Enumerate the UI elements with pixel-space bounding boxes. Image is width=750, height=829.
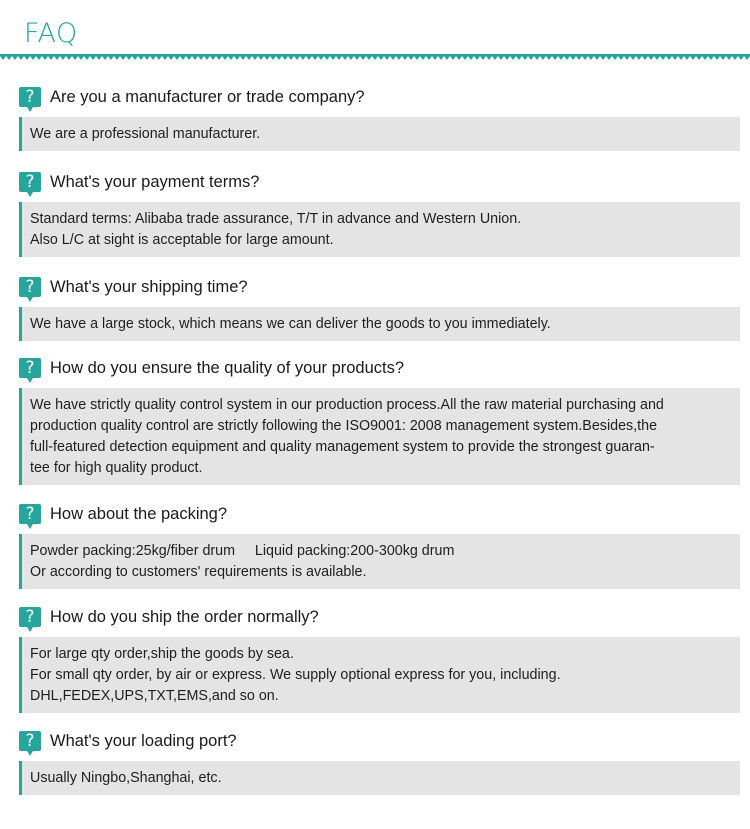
faq-question: [19, 86, 740, 108]
faq-answer: [19, 117, 740, 151]
faq-answer: [19, 388, 740, 485]
faq-answer: [19, 202, 740, 257]
faq-answer: [19, 307, 740, 341]
faq-answer: [19, 637, 740, 713]
answer-line: We have a large stock, which means we can deliver the goods to you immediately.: [30, 316, 551, 332]
question-text: What's your payment terms?: [50, 172, 260, 191]
answer-line: We have strictly quality control system in our production process.All the raw material purchasing and: [30, 397, 664, 413]
faq-question: [19, 276, 740, 298]
answer-line: tee for high quality product.: [30, 460, 203, 476]
answer-line: Also L/C at sight is acceptable for large amount.: [30, 232, 334, 248]
faq-answer: [19, 534, 740, 589]
faq-item-packing: [19, 503, 740, 589]
question-bubble-icon: ?: [19, 358, 41, 378]
answer-line: Standard terms: Alibaba trade assurance, T/T in advance and Western Union.: [30, 211, 522, 227]
answer-line: Or according to customers' requirements is available.: [30, 564, 367, 580]
faq-item-loading-port: [19, 730, 740, 795]
faq-title: FAQ: [24, 18, 78, 49]
question-text: How do you ship the order normally?: [50, 607, 319, 626]
question-text: What's your shipping time?: [50, 277, 248, 296]
answer-line: We are a professional manufacturer.: [30, 126, 261, 142]
faq-answer: [19, 761, 740, 795]
faq-item-shipping-method: [19, 606, 740, 713]
question-bubble-icon: ?: [19, 277, 41, 297]
faq-question: [19, 171, 740, 193]
question-bubble-icon: ?: [19, 172, 41, 192]
faq-item-quality: [19, 357, 740, 485]
faq-question: [19, 606, 740, 628]
question-bubble-icon: ?: [19, 607, 41, 627]
answer-line: Powder packing:25kg/fiber drum Liquid packing:200-300kg drum: [30, 543, 455, 559]
faq-item-manufacturer: [19, 86, 740, 151]
answer-line: Usually Ningbo,Shanghai, etc.: [30, 770, 222, 786]
faq-question: [19, 730, 740, 752]
scalloped-divider: [0, 54, 750, 62]
answer-line: full-featured detection equipment and quality management system to provide the strongest guaran-: [30, 439, 655, 455]
answer-line: production quality control are strictly following the ISO9001: 2008 management system.Besides,the: [30, 418, 658, 434]
question-text: What's your loading port?: [50, 731, 237, 750]
question-text: How do you ensure the quality of your products?: [50, 358, 405, 377]
question-text: Are you a manufacturer or trade company?: [50, 87, 365, 106]
question-bubble-icon: ?: [19, 504, 41, 524]
question-bubble-icon: ?: [19, 87, 41, 107]
faq-question: [19, 357, 740, 379]
faq-item-payment-terms: [19, 171, 740, 257]
answer-line: For large qty order,ship the goods by sea.: [30, 646, 294, 662]
faq-question: [19, 503, 740, 525]
answer-line: For small qty order, by air or express. We supply optional express for you, including.: [30, 667, 561, 683]
faq-item-shipping-time: [19, 276, 740, 341]
question-text: How about the packing?: [50, 504, 228, 523]
question-bubble-icon: ?: [19, 731, 41, 751]
answer-line: DHL,FEDEX,UPS,TXT,EMS,and so on.: [30, 688, 279, 704]
